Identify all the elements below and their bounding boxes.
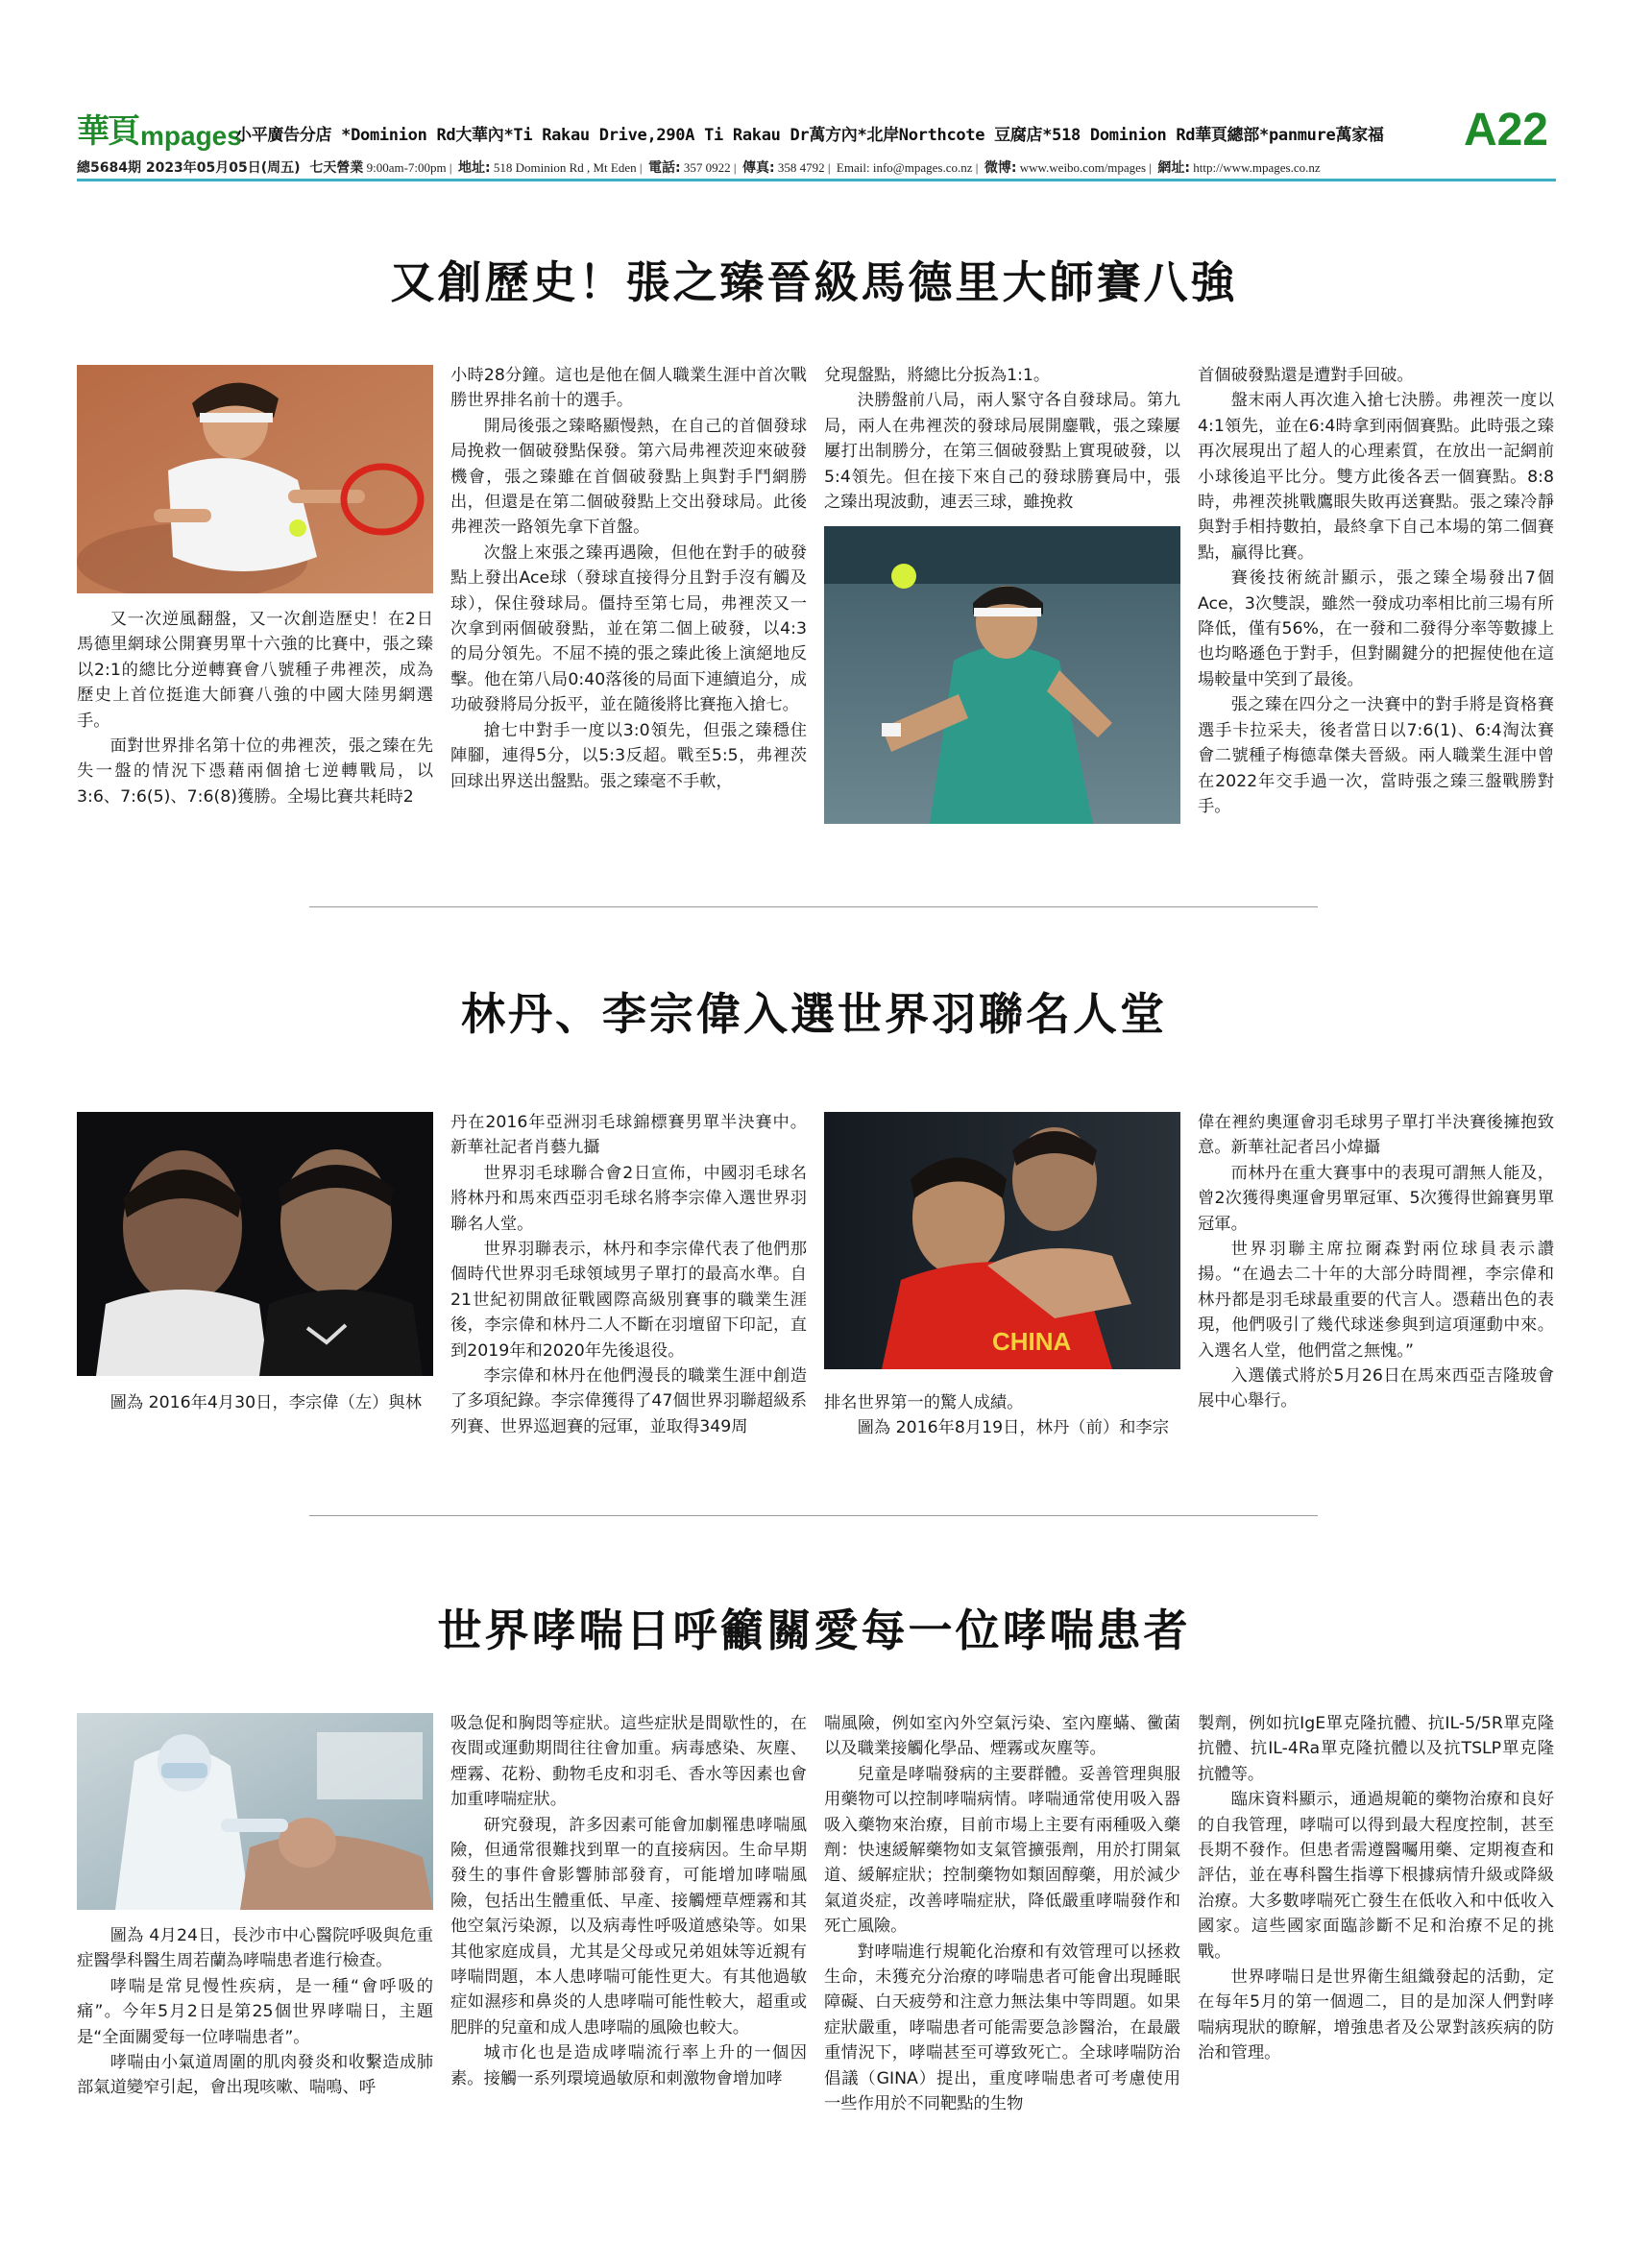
email[interactable]: Email: info@mpages.co.nz (836, 160, 973, 175)
paragraph: 世界羽聯主席拉爾森對兩位球員表示讚揚。“在過去二十年的大部分時間裡，李宗偉和林丹都是羽毛球最重要的代言人。憑藉出色的表現，他們吸引了幾代球迷參與到這項運動中來。入選名人堂，他們當之無愧。” (1198, 1240, 1554, 1361)
weibo-link[interactable]: www.weibo.com/mpages (1019, 160, 1147, 175)
paragraph: 面對世界排名第十位的弗裡茨，張之臻在先失一盤的情況下憑藉兩個搶七逆轉戰局，以3:6、7:6(5)、7:6(8)獲勝。全場比賽共耗時2 (77, 736, 433, 807)
paragraph: 世界哮喘日是世界衛生組織發起的活動，定在每年5月的第一個週二，目的是加深人們對哮喘病現狀的瞭解，增強患者及公眾對該疾病的防治和管理。 (1198, 1967, 1554, 2063)
paragraph: 盤末兩人再次進入搶七決勝。弗裡茨一度以4:1領先，並在6:4時拿到兩個賽點。此時張之臻再次展現出了超人的心理素質，在放出一記網前小球後追平比分。雙方此後各丟一個賽點。8:8時，弗裡茨挑戰鷹眼失敗再送賽點。張之臻冷靜與對手相持數拍，最終拿下自己本場的第二個賽點，贏得比賽。 (1198, 391, 1554, 563)
page-number: A22 (1463, 105, 1548, 156)
jersey-text: CHINA (992, 1327, 1072, 1356)
article3-headline: 世界哮喘日呼籲關愛每一位哮喘患者 (437, 1604, 1191, 1656)
paragraph: 哮喘是常見慢性疾病，是一種“會呼吸的痛”。今年5月2日是第25個世界哮喘日，主題是“全面關愛每一位哮喘患者”。 (77, 1976, 433, 2047)
logo-en: mpages (140, 121, 242, 151)
paragraph: 世界羽聯表示，林丹和李宗偉代表了他們那個時代世界羽毛球領域男子單打的最高水準。自21世紀初開啟征戰國際高級別賽事的職業生涯後，李宗偉和林丹二人不斷在羽壇留下印記，直到2019年和2020年先後退役。 (450, 1240, 807, 1361)
paragraph: 張之臻在四分之一決賽中的對手將是資格賽選手卡拉采夫，後者當日以7:6(1)、6:4淘汰賽會二號種子梅德韋傑夫晉級。兩人職業生涯中曾在2022年交手過一次，當時張之臻三盤戰勝對手。 (1198, 695, 1554, 816)
article1-column-3 (824, 363, 1180, 515)
address: 518 Dominion Rd , Mt Eden (493, 160, 637, 175)
photo-caption: 圖為 2016年8月19日，林丹（前）和李宗 (857, 1418, 1169, 1438)
paragraph: 搶七中對手一度以3:0領先，但張之臻穩住陣腳，連得5分，以5:3反超。戰至5:5，弗裡茨回球出界送出盤點。張之臻毫不手軟， (450, 720, 807, 791)
paragraph: 臨床資料顯示，通過規範的藥物治療和良好的自我管理，哮喘可以得到最大程度控制，甚至長期不發作。但患者需遵醫囑用藥、定期複查和評估，並在專科醫生指導下根據病情升級或降級治療。大多數哮喘死亡發生在低收入和中低收入國家。這些國家面臨診斷不足和治療不足的挑戰。 (1198, 1790, 1554, 1962)
section-divider (309, 1515, 1318, 1516)
phone-label: 電話: (647, 160, 681, 176)
paragraph: 世界羽毛球聯合會2日宣佈，中國羽毛球名將林丹和馬來西亞羽毛球名將李宗偉入選世界羽聯名人堂。 (450, 1163, 807, 1234)
article2-column-2 (450, 1110, 807, 1439)
paragraph: 決勝盤前八局，兩人緊守各自發球局。第九局，兩人在弗裡茨的發球局展開鏖戰，張之臻屢屢打出制勝分，在第三個破發點上實現破發，以5:4領先。但在接下來自己的發球勝賽局中，張之臻出現波動，連丟三球，雖挽救 (824, 391, 1180, 513)
paragraph: 李宗偉和林丹在他們漫長的職業生涯中創造了多項紀錄。李宗偉獲得了47個世界羽聯超級系列賽、世界巡迴賽的冠軍，並取得349周 (450, 1366, 807, 1436)
paragraph: 哮喘由小氣道周圍的肌肉發炎和收繫造成肺部氣道變窄引起，會出現咳嗽、喘鳴、呼 (77, 2053, 433, 2098)
tennis-player-photo-2 (824, 526, 1180, 824)
photo-caption: 圖為 4月24日，長沙市中心醫院呼吸與危重症醫學科醫生周若蘭為哮喘患者進行檢查。 (77, 1926, 433, 1971)
paragraph: 入選儀式將於5月26日在馬來西亞吉隆玻會展中心舉行。 (1198, 1366, 1554, 1411)
hours: 9:00am-7:00pm (366, 160, 447, 175)
paragraph: 對哮喘進行規範化治療和有效管理可以拯救生命，未獲充分治療的哮喘患者可能會出現睡眠障礙、白天疲勞和注意力無法集中等問題。如果症狀嚴重，哮喘患者可能需要急診醫治，在最嚴重情況下，哮喘甚至可導致死亡。全球哮喘防治倡議（GINA）提出，重度哮喘患者可考慮使用一些作用於不同靶點的生物 (824, 1942, 1180, 2114)
tennis-player-photo-1 (77, 365, 433, 593)
paragraph: 製劑，例如抗IgE單克隆抗體、抗IL-5/5R單克隆抗體、抗IL-4Ra單克隆抗體以及抗TSLP單克隆抗體等。 (1198, 1714, 1554, 1784)
hours-label: 七天營業 (309, 160, 364, 176)
web-label: 網址: (1157, 160, 1190, 176)
article2-column-3 (824, 1390, 1180, 1441)
paragraph: 研究發現，許多因素可能會加劇罹患哮喘風險，但通常很難找到單一的直接病因。生命早期發生的事件會影響肺部發育，可能增加哮喘風險，包括出生體重低、早產、接觸煙草煙霧和其他空氣污染源，以及病毒性呼吸道感染等。如果其他家庭成員，尤其是父母或兄弟姐妹等近親有哮喘問題，本人患哮喘可能性更大。有其他過敏症如濕疹和鼻炎的人患哮喘可能性較大，超重或肥胖的兒童和成人患哮喘的風險也較大。 (450, 1815, 807, 2038)
paragraph: 次盤上來張之臻再遇險，但他在對手的破發點上發出Ace球（發球直接得分且對手沒有觸及球），保住發球局。僵持至第七局，弗裡茨又一次拿到兩個破發點，並在第二個上破發，以4:3的局分領先。不屈不撓的張之臻此後上演絕地反擊。他在第八局0:40落後的局面下連續追分，成功破發將局分扳平，並在隨後將比賽拖入搶七。 (450, 543, 807, 715)
weibo-label: 微博: (984, 160, 1017, 176)
paragraph: 喘風險，例如室內外空氣污染、室內塵蟎、黴菌以及職業接觸化學品、煙霧或灰塵等。 (824, 1714, 1180, 1759)
address-label: 地址: (457, 160, 491, 176)
article1-column-1 (77, 607, 433, 809)
masthead-info: 總5684期 2023年05月05日(周五) 七天營業 9:00am-7:00pm | 地址: 518 Dominion Rd , Mt Eden | 電話: 357 0922 | 傳真: 358 4792 | Email: info@mpages.co.nz | 微博: www.weibo.com/mpages | 網址: http://www.mpages.co.nz (77, 160, 1321, 176)
paragraph: 而林丹在重大賽事中的表現可謂無人能及，曾2次獲得奧運會男單冠軍、5次獲得世錦賽男單冠軍。 (1198, 1163, 1554, 1234)
paragraph: 首個破發點還是遭對手回破。 (1198, 366, 1414, 385)
paragraph: 又一次逆風翻盤，又一次創造歷史！在2日馬德里網球公開賽男單十六強的比賽中，張之臻以2:1的總比分逆轉賽會八號種子弗裡茨，成為歷史上首位挺進大師賽八強的中國大陸男網選手。 (77, 610, 433, 731)
paragraph: 賽後技術統計顯示，張之臻全場發出7個Ace，3次雙誤，雖然一發成功率相比前三場有所降低，僅有56%，在一發和二發得分率等數據上也均略遜色于對手，但對關鍵分的把握使他在這場較量中笑到了最後。 (1198, 568, 1554, 689)
article3-column-2 (450, 1711, 807, 2091)
article2-column-4 (1198, 1110, 1554, 1414)
article2-caption-1 (77, 1390, 433, 1415)
paragraph: 小時28分鐘。這也是他在個人職業生涯中首次戰勝世界排名前十的選手。 (450, 366, 807, 411)
paragraph: 排名世界第一的驚人成績。 (824, 1393, 1024, 1412)
section-divider (309, 906, 1318, 907)
article2-headline: 林丹、李宗偉入選世界羽聯名人堂 (461, 988, 1167, 1040)
article3-column-4 (1198, 1711, 1554, 2066)
paragraph: 兒童是哮喘發病的主要群體。妥善管理與服用藥物可以控制哮喘病情。哮喘通常使用吸入器吸入藥物來治療，目前市場上主要有兩種吸入藥劑：快速緩解藥物如支氣管擴張劑，用於打開氣道、緩解症狀；控制藥物如類固醇藥，用於減少氣道炎症，改善哮喘症狀，降低嚴重哮喘發作和死亡風險。 (824, 1764, 1180, 1937)
hospital-photo (77, 1713, 433, 1910)
article3-column-1 (77, 1923, 433, 2101)
phone: 357 0922 (683, 160, 731, 175)
article1-column-4 (1198, 363, 1554, 819)
page-header (77, 100, 1556, 182)
header-rule (77, 179, 1556, 181)
article1-headline: 又創歷史！張之臻晉級馬德里大師賽八強 (390, 256, 1238, 308)
logo-cn: 華頁 (77, 112, 138, 151)
paragraph: 城市化也是造成哮喘流行率上升的一個因素。接觸一系列環境過敏原和刺激物會增加哮 (450, 2043, 807, 2088)
store-list: 小平廣告分店 *Dominion Rd大華內*Ti Rakau Drive,290A Ti Rakau Dr萬方內*北岸Northcote 豆腐店*518 Dominion Rd華頁總部*panmure萬家福 (235, 126, 1384, 145)
fax: 358 4792 (777, 160, 825, 175)
article1-column-2 (450, 363, 807, 794)
mpages-logo (77, 109, 242, 152)
paragraph: 丹在2016年亞洲羽毛球錦標賽男單半決賽中。新華社記者肖藝九攝 (450, 1113, 807, 1158)
article3-column-3 (824, 1711, 1180, 2117)
badminton-players-photo-2 (824, 1112, 1180, 1369)
fax-label: 傳真: (741, 160, 775, 176)
issue-date: 總5684期 2023年05月05日(周五) (77, 160, 301, 176)
paragraph: 吸急促和胸悶等症狀。這些症狀是間歇性的，在夜間或運動期間往往會加重。病毒感染、灰塵、煙霧、花粉、動物毛皮和羽毛、香水等因素也會加重哮喘症狀。 (450, 1714, 807, 1810)
paragraph: 開局後張之臻略顯慢熱，在自己的首個發球局挽救一個破發點保發。第六局弗裡茨迎來破發機會，張之臻雖在首個破發點上與對手鬥網勝出，但還是在第二個破發點上交出發球局。此後弗裡茨一路領先拿下首盤。 (450, 416, 807, 538)
paragraph: 兌現盤點，將總比分扳為1:1。 (824, 366, 1051, 385)
paragraph: 偉在裡約奧運會羽毛球男子單打半決賽後擁抱致意。新華社記者呂小煒攝 (1198, 1113, 1554, 1158)
badminton-players-photo-1 (77, 1112, 433, 1376)
website-link[interactable]: http://www.mpages.co.nz (1193, 160, 1321, 175)
photo-caption: 圖為 2016年4月30日，李宗偉（左）與林 (109, 1393, 422, 1412)
